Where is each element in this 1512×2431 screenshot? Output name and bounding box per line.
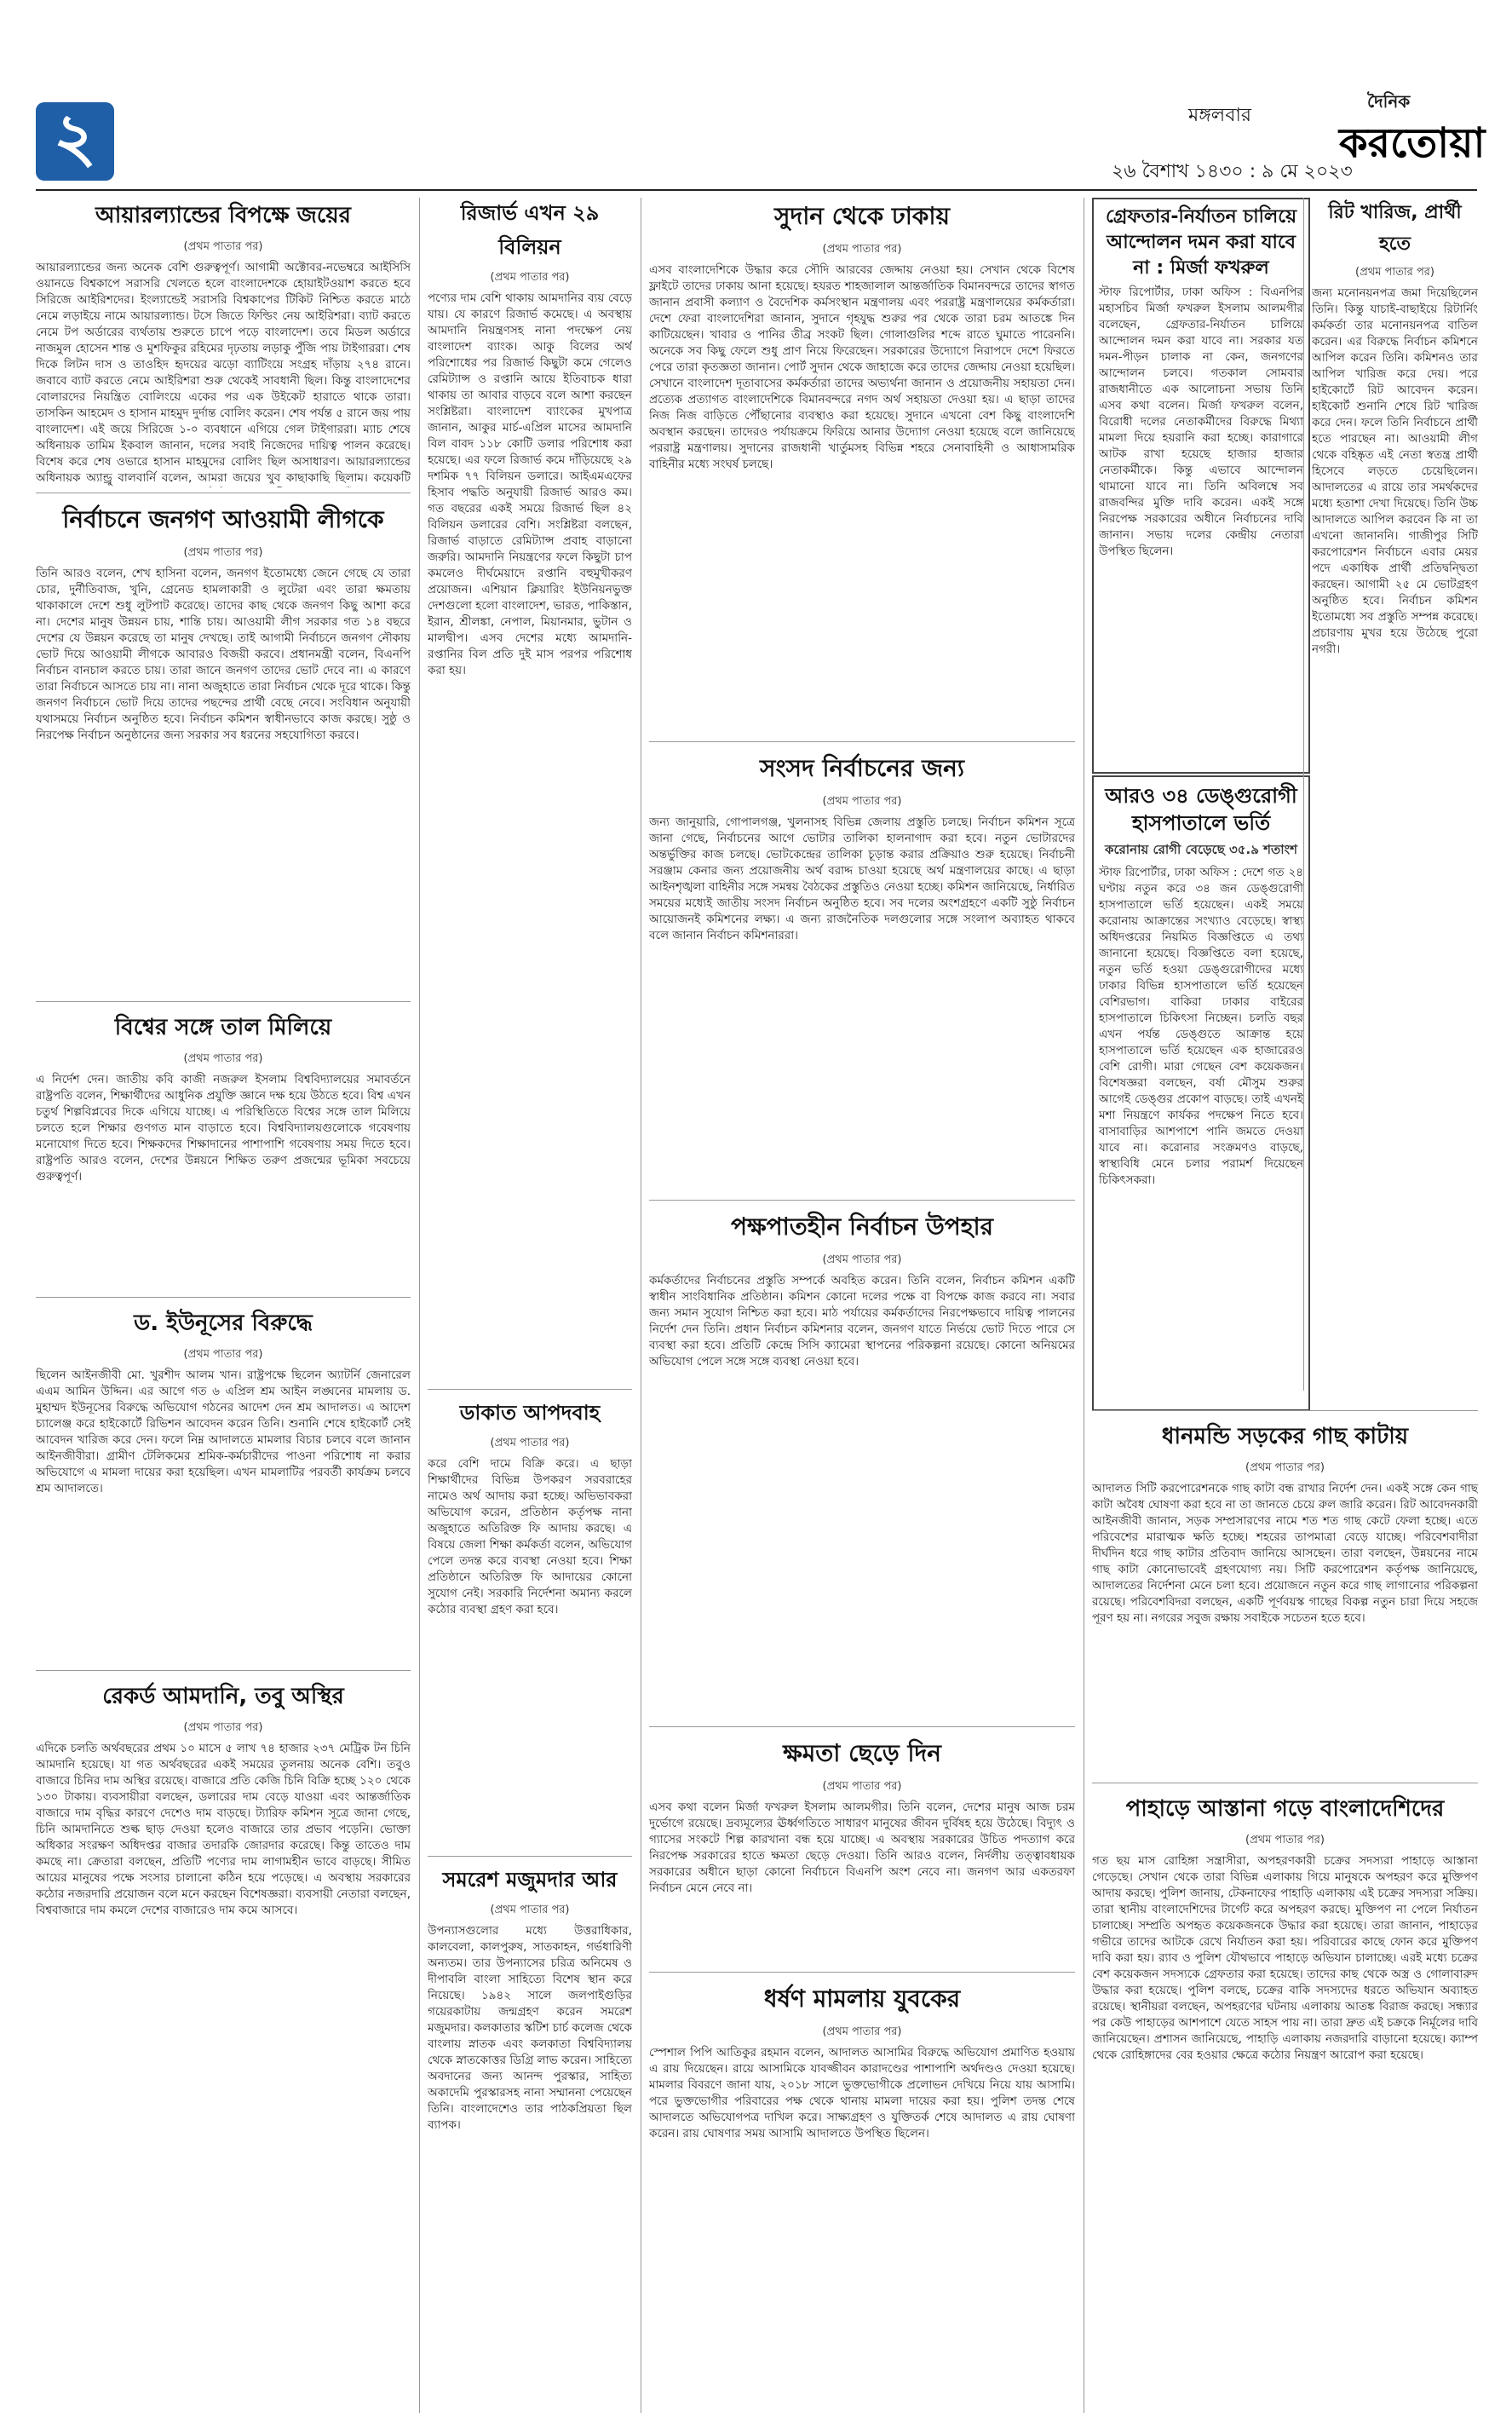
article-body: এসব কথা বলেন মির্জা ফখরুল ইসলাম আলমগীর। তিনি বলেন, দেশের মানুষ আজ চরম দুর্ভোগে রয়েছে। দ্রব্যমূল্যের ঊর্ধ্বগতিতে সাধারণ মানুষের জীবন দুর্বিষহ হয়ে উঠেছে। বিদ্যুৎ ও গ্যাসের সংকটে শিল্প কারখানা বন্ধ হয়ে যাচ্ছে। এ অবস্থায় সরকারের উচিত পদত্যাগ করে নিরপেক্ষ সরকারের হাতে ক্ষমতা ছেড়ে দেওয়া। তিনি আরও বলেন, নির্দলীয় তত্ত্বাবধায়ক সরকারের অধীনে ছাড়া কোনো নির্বাচনে বিএনপি অংশ নেবে না। জনগণ আর একতরফা নির্বাচন মেনে নেবে না।	[649, 1800, 1075, 1895]
article-body: স্টাফ রিপোর্টার, ঢাকা অফিস : বিএনপির মহাসচিব মির্জা ফখরুল ইসলাম আলমগীর বলেছেন, গ্রেফতার-নির্যাতন চালিয়ে আন্দোলন দমন করা যাবে না। সরকার যত দমন-পীড়ন চালাক না কেন, জনগণের আন্দোলন চলবে। গতকাল সোমবার রাজধানীতে এক আলোচনা সভায় তিনি এসব কথা বলেন। মির্জা ফখরুল বলেন, বিরোধী দলের নেতাকর্মীদের বিরুদ্ধে মিথ্যা মামলা দিয়ে হয়রানি করা হচ্ছে। কারাগারে আটক রাখা হয়েছে হাজার হাজার নেতাকর্মীকে। কিন্তু এভাবে আন্দোলন থামানো যাবে না। তিনি অবিলম্বে সব রাজবন্দির মুক্তি দাবি করেন। একই সঙ্গে নিরপেক্ষ সরকারের অধীনে নির্বাচনের দাবি জানান। সভায় দলের কেন্দ্রীয় নেতারা উপস্থিত ছিলেন।	[1099, 285, 1303, 558]
logo-prefix: দৈনিক	[1367, 91, 1411, 112]
headline: রিজার্ভ এখন ২৯ বিলিয়ন	[460, 201, 600, 259]
headline: বিশ্বের সঙ্গে তাল মিলিয়ে	[114, 1015, 332, 1040]
headline: রিট খারিজ, প্রার্থী হতে	[1328, 202, 1462, 255]
article-body: করে বেশি দামে বিক্রি করে। এ ছাড়া শিক্ষার্থীদের বিভিন্ন উপকরণ সরবরাহের নামেও অর্থ আদায় করা হচ্ছে। অভিভাবকরা অভিযোগ করেন, প্রতিষ্ঠান কর্তৃপক্ষ নানা অজুহাতে অতিরিক্ত ফি আদায় করছে। এ বিষয়ে জেলা শিক্ষা কর্মকর্তা বলেন, অভিযোগ পেলে তদন্ত করে ব্যবস্থা নেওয়া হবে। শিক্ষা প্রতিষ্ঠানে অতিরিক্ত ফি আদায়ের কোনো সুযোগ নেই। সরকারি নির্দেশনা অমান্য করলে কঠোর ব্যবস্থা গ্রহণ করা হবে।	[428, 1457, 632, 1616]
article-body: আয়ারল্যান্ডের জন্য অনেক বেশি গুরুত্বপূর্ণ। আগামী অক্টোবর-নভেম্বরে আইসিসি ওয়ানডে বিশ্বকাপে সরাসরি খেলতে হলে বাংলাদেশকে হোয়াইটওয়াশ করতে হবে সিরিজে আইরিশদের। ইংল্যান্ডেই সরাসরি বিশ্বকাপের টিকিট নিশ্চিত করতে মাঠে নেমে লড়াইয়ে নামে আয়ারল্যান্ড। টসে জিতে ফিল্ডিং নেয় আইরিশরা। ব্যাট করতে নেমে টপ অর্ডারের ব্যর্থতায় শুরুতে চাপে পড়ে বাংলাদেশ। তবে মিডল অর্ডারে নাজমুল হোসেন শান্ত ও মুশফিকুর রহিমের দৃঢ়তায় লড়াকু পুঁজি পায় টাইগাররা। শেষ দিকে লিটন দাস ও তাওহিদ হৃদয়ের ঝড়ো ব্যাটিংয়ে সংগ্রহ দাঁড়ায় ২৭৪ রানে। জবাবে ব্যাট করতে নেমে আইরিশরা শুরু থেকেই সাবধানী ছিল। কিন্তু বাংলাদেশের বোলারদের নিয়ন্ত্রিত বোলিংয়ে একের পর এক উইকেট হারাতে থাকে তারা। তাসকিন আহমেদ ও হাসান মাহমুদ দুর্দান্ত বোলিং করেন। শেষ পর্যন্ত ৫ রানে জয় পায় বাংলাদেশ। এই জয়ে সিরিজে ১-০ ব্যবধানে এগিয়ে গেল টাইগাররা। ম্যাচ শেষে অধিনায়ক তামিম ইকবাল জানান, দলের সবাই নিজেদের দায়িত্ব পালন করেছে। বিশেষ করে শেষ ওভারে হাসান মাহমুদের বোলিং ছিল অসাধারণ। আয়ারল্যান্ডের অধিনায়ক অ্যান্ড্রু বালবার্নি বলেন, আমরা জয়ের খুব কাছাকাছি ছিলাম। কয়েকটি	[36, 261, 411, 485]
article-fakhrul	[1092, 198, 1310, 774]
continuation-note: (প্রথম পাতার পর)	[490, 271, 570, 284]
article-body: ছিলেন আইনজীবী মো. খুরশীদ আলম খান। রাষ্ট্রপক্ষে ছিলেন অ্যাটর্নি জেনারেল এএম আমিন উদ্দিন। এর আগে গত ৬ এপ্রিল শ্রম আইন লঙ্ঘনের মামলায় ড. মুহাম্মদ ইউনূসের বিরুদ্ধে অভিযোগ গঠনের আদেশ দেন শ্রম আদালত। এ আদেশ চ্যালেঞ্জ করে হাইকোর্টে রিভিশন আবেদন করেন তিনি। শুনানি শেষে হাইকোর্ট সেই আবেদন খারিজ করে দেন। ফলে নিম্ন আদালতে মামলার বিচার চলবে বলে জানান আইনজীবীরা। গ্রামীণ টেলিকমের শ্রমিক-কর্মচারীদের পাওনা পরিশোধ না করার অভিযোগে এ মামলা দায়ের করা হয়েছিল। এখন মামলাটির পরবর্তী কার্যক্রম চলবে শ্রম আদালতে।	[36, 1368, 411, 1495]
headline: ধর্ষণ মামলায় যুবকের	[763, 1985, 961, 2013]
article-record-import	[36, 1679, 411, 2411]
divider	[649, 1972, 1075, 1973]
article-ireland	[36, 198, 411, 487]
headline: আয়ারল্যান্ডের বিপক্ষে জয়ের	[95, 203, 351, 228]
continuation-note: (প্রথম পাতার পর)	[822, 795, 902, 808]
article-rape-case	[649, 1980, 1075, 2415]
divider	[1092, 1410, 1478, 1411]
article-body: আদালত সিটি করপোরেশনকে গাছ কাটা বন্ধ রাখার নির্দেশ দেন। একই সঙ্গে কেন গাছ কাটা অবৈধ ঘোষণা করা হবে না তা জানতে চেয়ে রুল জারি করেন। রিট আবেদনকারী আইনজীবী জানান, সড়ক সম্প্রসারণের নামে শত শত গাছ কেটে ফেলা হচ্ছে। এতে পরিবেশের মারাত্মক ক্ষতি হচ্ছে। শহরের তাপমাত্রা বেড়ে যাচ্ছে। পরিবেশবাদীরা দীর্ঘদিন ধরে গাছ কাটার প্রতিবাদ জানিয়ে আসছেন। তারা বলছেন, উন্নয়নের নামে গাছ কাটা কোনোভাবেই গ্রহণযোগ্য নয়। সিটি করপোরেশন কর্তৃপক্ষ জানিয়েছে, আদালতের নির্দেশনা মেনে চলা হবে। প্রয়োজনে নতুন করে গাছ লাগানোর পরিকল্পনা রয়েছে। পরিবেশবিদরা বলছেন, একটি পূর্ণবয়স্ক গাছের বিকল্প নতুন চারা দিয়ে সহজে পূরণ হয় না। নগরের সবুজ রক্ষায় সবাইকে সচেতন হতে হবে।	[1092, 1482, 1478, 1625]
headline: সুদান থেকে ঢাকায়	[773, 202, 951, 230]
article-samaresh	[428, 1864, 632, 2410]
article-body: স্পেশাল পিপি আতিকুর রহমান বলেন, আদালত আসামির বিরুদ্ধে অভিযোগ প্রমাণিত হওয়ায় এ রায় দিয়েছেন। রায়ে আসামিকে যাবজ্জীবন কারাদণ্ডের পাশাপাশি অর্থদণ্ডও দেওয়া হয়েছে। মামলার বিবরণে জানা যায়, ২০১৮ সালে ভুক্তভোগীকে প্রলোভন দেখিয়ে নিয়ে যায় আসামি। পরে ভুক্তভোগীর পরিবারের পক্ষ থেকে থানায় মামলা দায়ের করা হয়। পুলিশ তদন্ত শেষে আদালতে অভিযোগপত্র দাখিল করে। সাক্ষ্যগ্রহণ ও যুক্তিতর্ক শেষে আদালত এ রায় ঘোষণা করেন। রায় ঘোষণার সময় আসামি আদালতে উপস্থিত ছিলেন।	[649, 2046, 1075, 2140]
continuation-note: (প্রথম পাতার পর)	[1245, 1461, 1325, 1474]
continuation-note: (প্রথম পাতার পর)	[822, 1780, 902, 1793]
article-body: এদিকে চলতি অর্থবছরের প্রথম ১০ মাসে ৫ লাখ ৭৪ হাজার ২৩৭ মেট্রিক টন চিনি আমদানি হয়েছে। যা গত অর্থবছরের একই সময়ের তুলনায় অনেক বেশি। তবুও বাজারে চিনির দাম অস্থির রয়েছে। বাজারে প্রতি কেজি চিনি বিক্রি হচ্ছে ১২০ থেকে ১৩০ টাকায়। ব্যবসায়ীরা বলছেন, ডলারের দাম বেড়ে যাওয়া এবং আন্তর্জাতিক বাজারে দাম বৃদ্ধির কারণে দেশেও দাম বাড়ছে। ট্যারিফ কমিশন সূত্রে জানা গেছে, চিনি আমদানিতে শুল্ক ছাড় দেওয়া হলেও বাজারে তার প্রভাব পড়েনি। ভোক্তা অধিকার সংরক্ষণ অধিদপ্তর বাজার তদারকি জোরদার করেছে। কিন্তু তাতেও দাম কমছে না। ক্রেতারা বলছেন, প্রতিটি পণ্যের দাম লাগামহীন ভাবে বাড়ছে। সীমিত আয়ের মানুষের পক্ষে সংসার চালানো কঠিন হয়ে পড়েছে। এ অবস্থায় সরকারের কঠোর নজরদারি প্রয়োজন বলে মনে করছেন বিশেষজ্ঞরা। ব্যবসায়ী নেতারা বলছেন, বিশ্ববাজারে দাম কমলে দেশের বাজারেও দাম কমে আসবে।	[36, 1742, 411, 1917]
article-reserve	[428, 198, 632, 1382]
headline: রেকর্ড আমদানি, তবু অস্থির	[102, 1684, 344, 1709]
article-body: পণ্যের দাম বেশি থাকায় আমদানির ব্যয় বেড়ে যায়। যে কারণে রিজার্ভ কমেছে। এ অবস্থায় আমদানি নিয়ন্ত্রণসহ নানা পদক্ষেপ নেয় বাংলাদেশ ব্যাংক। আকু বিলের অর্থ পরিশোধের পর রিজার্ভ কিছুটা কমে গেলেও রেমিট্যান্স ও রপ্তানি আয়ে ইতিবাচক ধারা থাকায় তা আবার বাড়বে বলে আশা করছেন সংশ্লিষ্টরা। বাংলাদেশ ব্যাংকের মুখপাত্র জানান, আকুর মার্চ-এপ্রিল মাসের আমদানি বিল বাবদ ১১৮ কোটি ডলার পরিশোধ করা হয়েছে। এর ফলে রিজার্ভ কমে দাঁড়িয়েছে ২৯ দশমিক ৭৭ বিলিয়ন ডলারে। আইএমএফের হিসাব পদ্ধতি অনুযায়ী রিজার্ভ আরও কম। গত বছরের একই সময়ে রিজার্ভ ছিল ৪২ বিলিয়ন ডলারের বেশি। সংশ্লিষ্টরা বলছেন, রিজার্ভ বাড়াতে রেমিট্যান্স প্রবাহ বাড়ানো জরুরি। আমদানি নিয়ন্ত্রণের ফলে কিছুটা চাপ কমলেও দীর্ঘমেয়াদে রপ্তানি বহুমুখীকরণ প্রয়োজন। এশিয়ান ক্লিয়ারিং ইউনিয়নভুক্ত দেশগুলো হলো বাংলাদেশ, ভারত, পাকিস্তান, ইরান, শ্রীলঙ্কা, নেপাল, মিয়ানমার, ভুটান ও মালদ্বীপ। এসব দেশের মধ্যে আমদানি-রপ্তানির বিল প্রতি দুই মাস পরপর পরিশোধ করা হয়।	[428, 291, 632, 677]
headline: আরও ৩৪ ডেঙ্গুরোগী হাসপাতালে ভর্তি	[1105, 784, 1297, 835]
article-body: তিনি আরও বলেন, শেখ হাসিনা বলেন, জনগণ ইতোমধ্যে জেনে গেছে যে তারা চোর, দুর্নীতিবাজ, খুনি, গ্রেনেড হামলাকারী ও লুটেরা এবং তারা ক্ষমতায় থাকাকালে দেশে শুধু লুটপাট করেছে। তাদের কাছ থেকে জনগণ কিছু আশা করে না। দেশের মানুষ উন্নয়ন চায়, শান্তি চায়। আওয়ামী লীগ সরকার গত ১৪ বছরে দেশের যে উন্নয়ন করেছে তা মানুষ দেখছে। তাই আগামী নির্বাচনে জনগণ নৌকায় ভোট দিয়ে আওয়ামী লীগকে আবারও বিজয়ী করবে। প্রধানমন্ত্রী বলেন, বিএনপি নির্বাচন বানচাল করতে চায়। তারা জানে জনগণ তাদের ভোট দেবে না। এ কারণে তারা নির্বাচনে আসতে চায় না। নানা অজুহাতে তারা নির্বাচন থেকে দূরে থাকে। কিন্তু জনগণ নির্বাচনে ভোট দিয়ে তাদের পছন্দের প্রার্থী বেছে নেবে। সংবিধান অনুযায়ী যথাসময়ে নির্বাচন অনুষ্ঠিত হবে। নির্বাচন কমিশন স্বাধীনভাবে কাজ করছে। সুষ্ঠু ও নিরপেক্ষ নির্বাচন অনুষ্ঠানের জন্য সরকার সব ধরনের সহযোগিতা করবে।	[36, 567, 411, 742]
masthead	[0, 0, 1512, 187]
continuation-note: (প্রথম পাতার পর)	[822, 2025, 902, 2038]
article-election-awami	[36, 501, 411, 995]
continuation-note: (প্রথম পাতার পর)	[490, 1437, 570, 1449]
divider	[649, 1200, 1075, 1201]
article-world-pace	[36, 1010, 411, 1291]
headline: ডাকাত আপদবাহ	[459, 1401, 601, 1425]
continuation-note: (প্রথম পাতার পর)	[1245, 1834, 1325, 1846]
divider	[649, 1726, 1075, 1727]
headline: ক্ষমতা ছেড়ে দিন	[783, 1739, 941, 1767]
divider	[428, 1389, 632, 1390]
headline: পাহাড়ে আস্তানা গড়ে বাংলাদেশিদের	[1125, 1796, 1445, 1822]
article-parliament-election	[649, 750, 1075, 1193]
article-hills-hideout	[1092, 1791, 1478, 2413]
subheadline: করোনায় রোগী বেড়েছে ৩৫.৯ শতাংশ	[1105, 842, 1297, 857]
article-dakat	[428, 1397, 632, 1849]
divider	[428, 1856, 632, 1857]
article-body: এসব বাংলাদেশিকে উদ্ধার করে সৌদি আরবের জেদ্দায় নেওয়া হয়। সেখান থেকে বিশেষ ফ্লাইটে তাদের ঢাকায় আনা হয়েছে। হযরত শাহজালাল আন্তর্জাতিক বিমানবন্দরে তাদের স্বাগত জানান প্রবাসী কল্যাণ ও বৈদেশিক কর্মসংস্থান মন্ত্রণালয় এবং পররাষ্ট্র মন্ত্রণালয়ের কর্মকর্তারা। দেশে ফেরা বাংলাদেশিরা জানান, সুদানে গৃহযুদ্ধ শুরুর পর থেকে তারা চরম আতঙ্কে দিন কাটিয়েছেন। খাবার ও পানির তীব্র সংকট ছিল। গোলাগুলির শব্দে রাতে ঘুমাতে পারেননি। অনেকে সব কিছু ফেলে শুধু প্রাণ নিয়ে ফিরেছেন। সরকারের উদ্যোগে নিরাপদে দেশে ফিরতে পেরে তারা কৃতজ্ঞতা জানান। পোর্ট সুদান থেকে জাহাজে করে তাদের জেদ্দায় নেওয়া হয়েছিল। সেখানে বাংলাদেশ দূতাবাসের কর্মকর্তারা তাদের অভ্যর্থনা জানান ও প্রয়োজনীয় সহায়তা দেন। প্রত্যেক প্রত্যাগত বাংলাদেশিকে বিমানবন্দরে নগদ অর্থ সহায়তা দেওয়া হয়। এ ছাড়া তাদের নিজ নিজ বাড়িতে পৌঁছানোর ব্যবস্থাও করা হয়েছে। সুদানে এখনো বেশ কিছু বাংলাদেশি অবস্থান করছেন। তাদেরও পর্যায়ক্রমে ফিরিয়ে আনার উদ্যোগ নেওয়া হয়েছে বলে জানিয়েছে পররাষ্ট্র মন্ত্রণালয়। সুদানের রাজধানী খার্তুমসহ বিভিন্ন শহরে সেনাবাহিনী ও আধাসামরিক বাহিনীর মধ্যে সংঘর্ষ চলছে।	[649, 263, 1075, 471]
continuation-note: (প্রথম পাতার পর)	[183, 1721, 263, 1734]
article-body: গত ছয় মাস রোহিঙ্গা সন্ত্রাসীরা, অপহরণকারী চক্রের সদস্যরা পাহাড়ে আস্তানা গেড়েছে। সেখান থেকে তারা বিভিন্ন এলাকায় গিয়ে মানুষকে অপহরণ করে মুক্তিপণ আদায় করছে। পুলিশ জানায়, টেকনাফের পাহাড়ি এলাকায় এই চক্রের সদস্যরা সক্রিয়। তারা স্থানীয় বাংলাদেশিদের টার্গেট করে অপহরণ করছে। মুক্তিপণ না পেলে নির্যাতন চালাচ্ছে। সম্প্রতি অপহৃত কয়েকজনকে উদ্ধার করা হয়েছে। তারা জানান, পাহাড়ের গভীরে তাদের আটকে রেখে নির্যাতন করা হয়। পরিবারের কাছে ফোন করে মুক্তিপণ দাবি করা হয়। র‌্যাব ও পুলিশ যৌথভাবে পাহাড়ে অভিযান চালাচ্ছে। এরই মধ্যে চক্রের বেশ কয়েকজন সদস্যকে গ্রেফতার করা হয়েছে। তাদের কাছ থেকে অস্ত্র ও গোলাবারুদ উদ্ধার করা হয়েছে। পুলিশ বলছে, চক্রের বাকি সদস্যদের ধরতে অভিযান অব্যাহত রয়েছে। স্থানীয়রা বলছেন, অপহরণের ঘটনায় এলাকায় আতঙ্ক বিরাজ করছে। সন্ধ্যার পর কেউ পাহাড়ের আশপাশে যেতে সাহস পায় না। তারা দ্রুত এই চক্রকে নির্মূলের দাবি জানিয়েছেন। প্রশাসন জানিয়েছে, পাহাড়ি এলাকায় নজরদারি বাড়ানো হয়েছে। ক্যাম্প থেকে রোহিঙ্গাদের বের হওয়ার ক্ষেত্রে কঠোর নিয়ন্ত্রণ আরোপ করা হয়েছে।	[1092, 1854, 1478, 2062]
newspaper-logo: করতোয়া	[1339, 119, 1486, 167]
continuation-note: (প্রথম পাতার পর)	[183, 1052, 263, 1065]
continuation-note: (প্রথম পাতার পর)	[183, 546, 263, 559]
article-body: উপন্যাসগুলোর মধ্যে উত্তরাধিকার, কালবেলা, কালপুরুষ, সাতকাহন, গর্ভধারিণী অন্যতম। তার উপন্যাসের চরিত্র অনিমেষ ও দীপাবলি বাংলা সাহিত্যে বিশেষ স্থান করে নিয়েছে। ১৯৪২ সালে জলপাইগুড়ির গয়েরকাটায় জন্মগ্রহণ করেন সমরেশ মজুমদার। কলকাতার স্কটিশ চার্চ কলেজ থেকে বাংলায় স্নাতক এবং কলকাতা বিশ্ববিদ্যালয় থেকে স্নাতকোত্তর ডিগ্রি লাভ করেন। সাহিত্যে অবদানের জন্য আনন্দ পুরস্কার, সাহিত্য অকাদেমি পুরস্কারসহ নানা সম্মাননা পেয়েছেন তিনি। বাংলাদেশেও তার পাঠকপ্রিয়তা ছিল ব্যাপক।	[428, 1924, 632, 2132]
headline: গ্রেফতার-নির্যাতন চালিয়ে আন্দোলন দমন করা যাবে না : মির্জা ফখরুল	[1105, 206, 1297, 279]
article-impartial-election	[649, 1208, 1075, 1720]
headline: সংসদ নির্বাচনের জন্য	[759, 754, 965, 782]
continuation-note: (প্রথম পাতার পর)	[822, 243, 902, 256]
continuation-note: (প্রথম পাতার পর)	[183, 1348, 263, 1361]
headline: সমরেশ মজুমদার আর	[442, 1868, 618, 1892]
column-rule	[1303, 198, 1304, 1391]
divider	[36, 1670, 411, 1671]
continuation-note: (প্রথম পাতার পর)	[822, 1253, 902, 1266]
article-dengue	[1092, 775, 1310, 1411]
column-rule	[419, 198, 420, 2413]
article-body: জন্য মনোনয়নপত্র জমা দিয়েছিলেন তিনি। কিন্তু যাচাই-বাছাইয়ে রিটার্নিং কর্মকর্তা তার মনোনয়নপত্র বাতিল করেন। এর বিরুদ্ধে নির্বাচন কমিশনে আপিল করেন তিনি। কমিশনও তার আপিল খারিজ করে দেয়। পরে হাইকোর্টে রিট আবেদন করেন। হাইকোর্ট শুনানি শেষে রিট খারিজ করে দেন। ফলে তিনি নির্বাচনে প্রার্থী হতে পারছেন না। আওয়ামী লীগ থেকে বহিষ্কৃত এই নেতা স্বতন্ত্র প্রার্থী হিসেবে লড়তে চেয়েছিলেন। আদালতের এ রায়ে তার সমর্থকদের মধ্যে হতাশা দেখা দিয়েছে। তিনি উচ্চ আদালতে আপিল করবেন কি না তা এখনো জানাননি। গাজীপুর সিটি করপোরেশন নির্বাচনে এবার মেয়র পদে একাধিক প্রার্থী প্রতিদ্বন্দ্বিতা করছেন। আগামী ২৫ মে ভোটগ্রহণ অনুষ্ঠিত হবে। নির্বাচন কমিশন ইতোমধ্যে সব প্রস্তুতি সম্পন্ন করেছে। প্রচারণায় মুখর হয়ে উঠেছে পুরো নগরী।	[1312, 286, 1478, 656]
article-yunus	[36, 1305, 411, 1663]
divider	[649, 741, 1075, 742]
masthead-rule	[36, 189, 1477, 191]
divider	[36, 1001, 411, 1002]
article-sudan	[649, 198, 1075, 734]
article-body: কর্মকর্তাদের নির্বাচনের প্রস্তুতি সম্পর্কে অবহিত করেন। তিনি বলেন, নির্বাচন কমিশন একটি স্বাধীন সাংবিধানিক প্রতিষ্ঠান। কমিশন কোনো দলের পক্ষে বা বিপক্ষে কাজ করবে না। সবার জন্য সমান সুযোগ নিশ্চিত করা হবে। মাঠ পর্যায়ের কর্মকর্তাদের নিরপেক্ষভাবে দায়িত্ব পালনের নির্দেশ দেন তিনি। প্রধান নির্বাচন কমিশনার বলেন, জনগণ যাতে নির্ভয়ে ভোট দিতে পারে সে ব্যবস্থা করা হবে। প্রতিটি কেন্দ্রে সিসি ক্যামেরা স্থাপনের পরিকল্পনা রয়েছে। কোনো অনিয়মের অভিযোগ পেলে সঙ্গে সঙ্গে ব্যবস্থা নেওয়া হবে।	[649, 1274, 1075, 1368]
article-dhanmondi	[1092, 1419, 1478, 1777]
weekday: মঙ্গলবার	[1188, 105, 1251, 126]
article-writ	[1312, 198, 1478, 1374]
headline: ধানমন্ডি সড়কের গাছ কাটায়	[1161, 1424, 1409, 1449]
page-number-badge: ২	[36, 102, 114, 181]
headline: ড. ইউনূসের বিরুদ্ধে	[134, 1311, 313, 1336]
headline: পক্ষপাতহীন নির্বাচন উপহার	[730, 1213, 994, 1241]
divider	[36, 1297, 411, 1298]
article-body: জন্য জানুয়ারি, গোপালগঞ্জ, খুলনাসহ বিভিন্ন জেলায় প্রস্তুতি চলছে। নির্বাচন কমিশন সূত্রে জানা গেছে, নির্বাচনের আগে ভোটার তালিকা হালনাগাদ করা হবে। নতুন ভোটারদের অন্তর্ভুক্তির কাজ চলছে। ভোটকেন্দ্রের তালিকা চূড়ান্ত করার প্রক্রিয়াও শুরু হয়েছে। নির্বাচনী সরঞ্জাম কেনার জন্য প্রয়োজনীয় অর্থ বরাদ্দ চাওয়া হয়েছে অর্থ মন্ত্রণালয়ের কাছে। এ ছাড়া আইনশৃঙ্খলা বাহিনীর সঙ্গে সমন্বয় বৈঠকের প্রস্তুতিও নেওয়া হচ্ছে। কমিশন জানিয়েছে, নির্ধারিত সময়ের মধ্যেই জাতীয় সংসদ নির্বাচন অনুষ্ঠিত হবে। সব দলের অংশগ্রহণে একটি সুষ্ঠু নির্বাচন আয়োজনই কমিশনের লক্ষ্য। এ জন্য রাজনৈতিক দলগুলোর সঙ্গে সংলাপ অব্যাহত থাকবে বলে জানান নির্বাচন কমিশনাররা।	[649, 815, 1075, 942]
article-body: এ নির্দেশ দেন। জাতীয় কবি কাজী নজরুল ইসলাম বিশ্ববিদ্যালয়ের সমাবর্তনে রাষ্ট্রপতি বলেন, শিক্ষার্থীদের আধুনিক প্রযুক্তি জ্ঞানে দক্ষ হয়ে উঠতে হবে। বিশ্ব এখন চতুর্থ শিল্পবিপ্লবের দিকে এগিয়ে যাচ্ছে। এ পরিস্থিতিতে বিশ্বের সঙ্গে তাল মিলিয়ে চলতে হলে শিক্ষার গুণগত মান বাড়াতে হবে। বিশ্ববিদ্যালয়গুলোকে গবেষণায় মনোযোগ দিতে হবে। শিক্ষকদের শিক্ষাদানের পাশাপাশি গবেষণায় সময় দিতে হবে। রাষ্ট্রপতি আরও বলেন, দেশের উন্নয়নে শিক্ষিত তরুণ প্রজন্মের ভূমিকা সবচেয়ে গুরুত্বপূর্ণ।	[36, 1073, 411, 1184]
continuation-note: (প্রথম পাতার পর)	[1355, 266, 1434, 279]
article-body: স্টাফ রিপোর্টার, ঢাকা অফিস : দেশে গত ২৪ ঘণ্টায় নতুন করে ৩৪ জন ডেঙ্গুরোগী হাসপাতালে ভর্তি হয়েছেন। একই সময়ে করোনায় আক্রান্তের সংখ্যাও বেড়েছে। স্বাস্থ্য অধিদপ্তরের নিয়মিত বিজ্ঞপ্তিতে এ তথ্য জানানো হয়েছে। বিজ্ঞপ্তিতে বলা হয়েছে, নতুন ভর্তি হওয়া ডেঙ্গুরোগীদের মধ্যে ঢাকার বিভিন্ন হাসপাতালে ভর্তি হয়েছেন বেশিরভাগ। বাকিরা ঢাকার বাইরের হাসপাতালে চিকিৎসা নিচ্ছেন। চলতি বছর এখন পর্যন্ত ডেঙ্গুতে আক্রান্ত হয়ে হাসপাতালে ভর্তি হয়েছেন এক হাজারেরও বেশি রোগী। মারা গেছেন বেশ কয়েকজন। বিশেষজ্ঞরা বলছেন, বর্ষা মৌসুম শুরুর আগেই ডেঙ্গুর প্রকোপ বাড়ছে। তাই এখনই মশা নিয়ন্ত্রণে কার্যকর পদক্ষেপ নিতে হবে। বাসাবাড়ির আশপাশে পানি জমতে দেওয়া যাবে না। করোনার সংক্রমণও বাড়ছে, স্বাস্থ্যবিধি মেনে চলার পরামর্শ দিয়েছেন চিকিৎসকরা।	[1099, 866, 1303, 1187]
headline: নির্বাচনে জনগণ আওয়ামী লীগকে	[62, 505, 384, 533]
article-leave-power	[649, 1735, 1075, 1965]
continuation-note: (প্রথম পাতার পর)	[183, 240, 263, 253]
date-line: ২৬ বৈশাখ ১৪৩০ : ৯ মে ২০২৩	[1112, 161, 1353, 182]
continuation-note: (প্রথম পাতার পর)	[490, 1904, 570, 1916]
